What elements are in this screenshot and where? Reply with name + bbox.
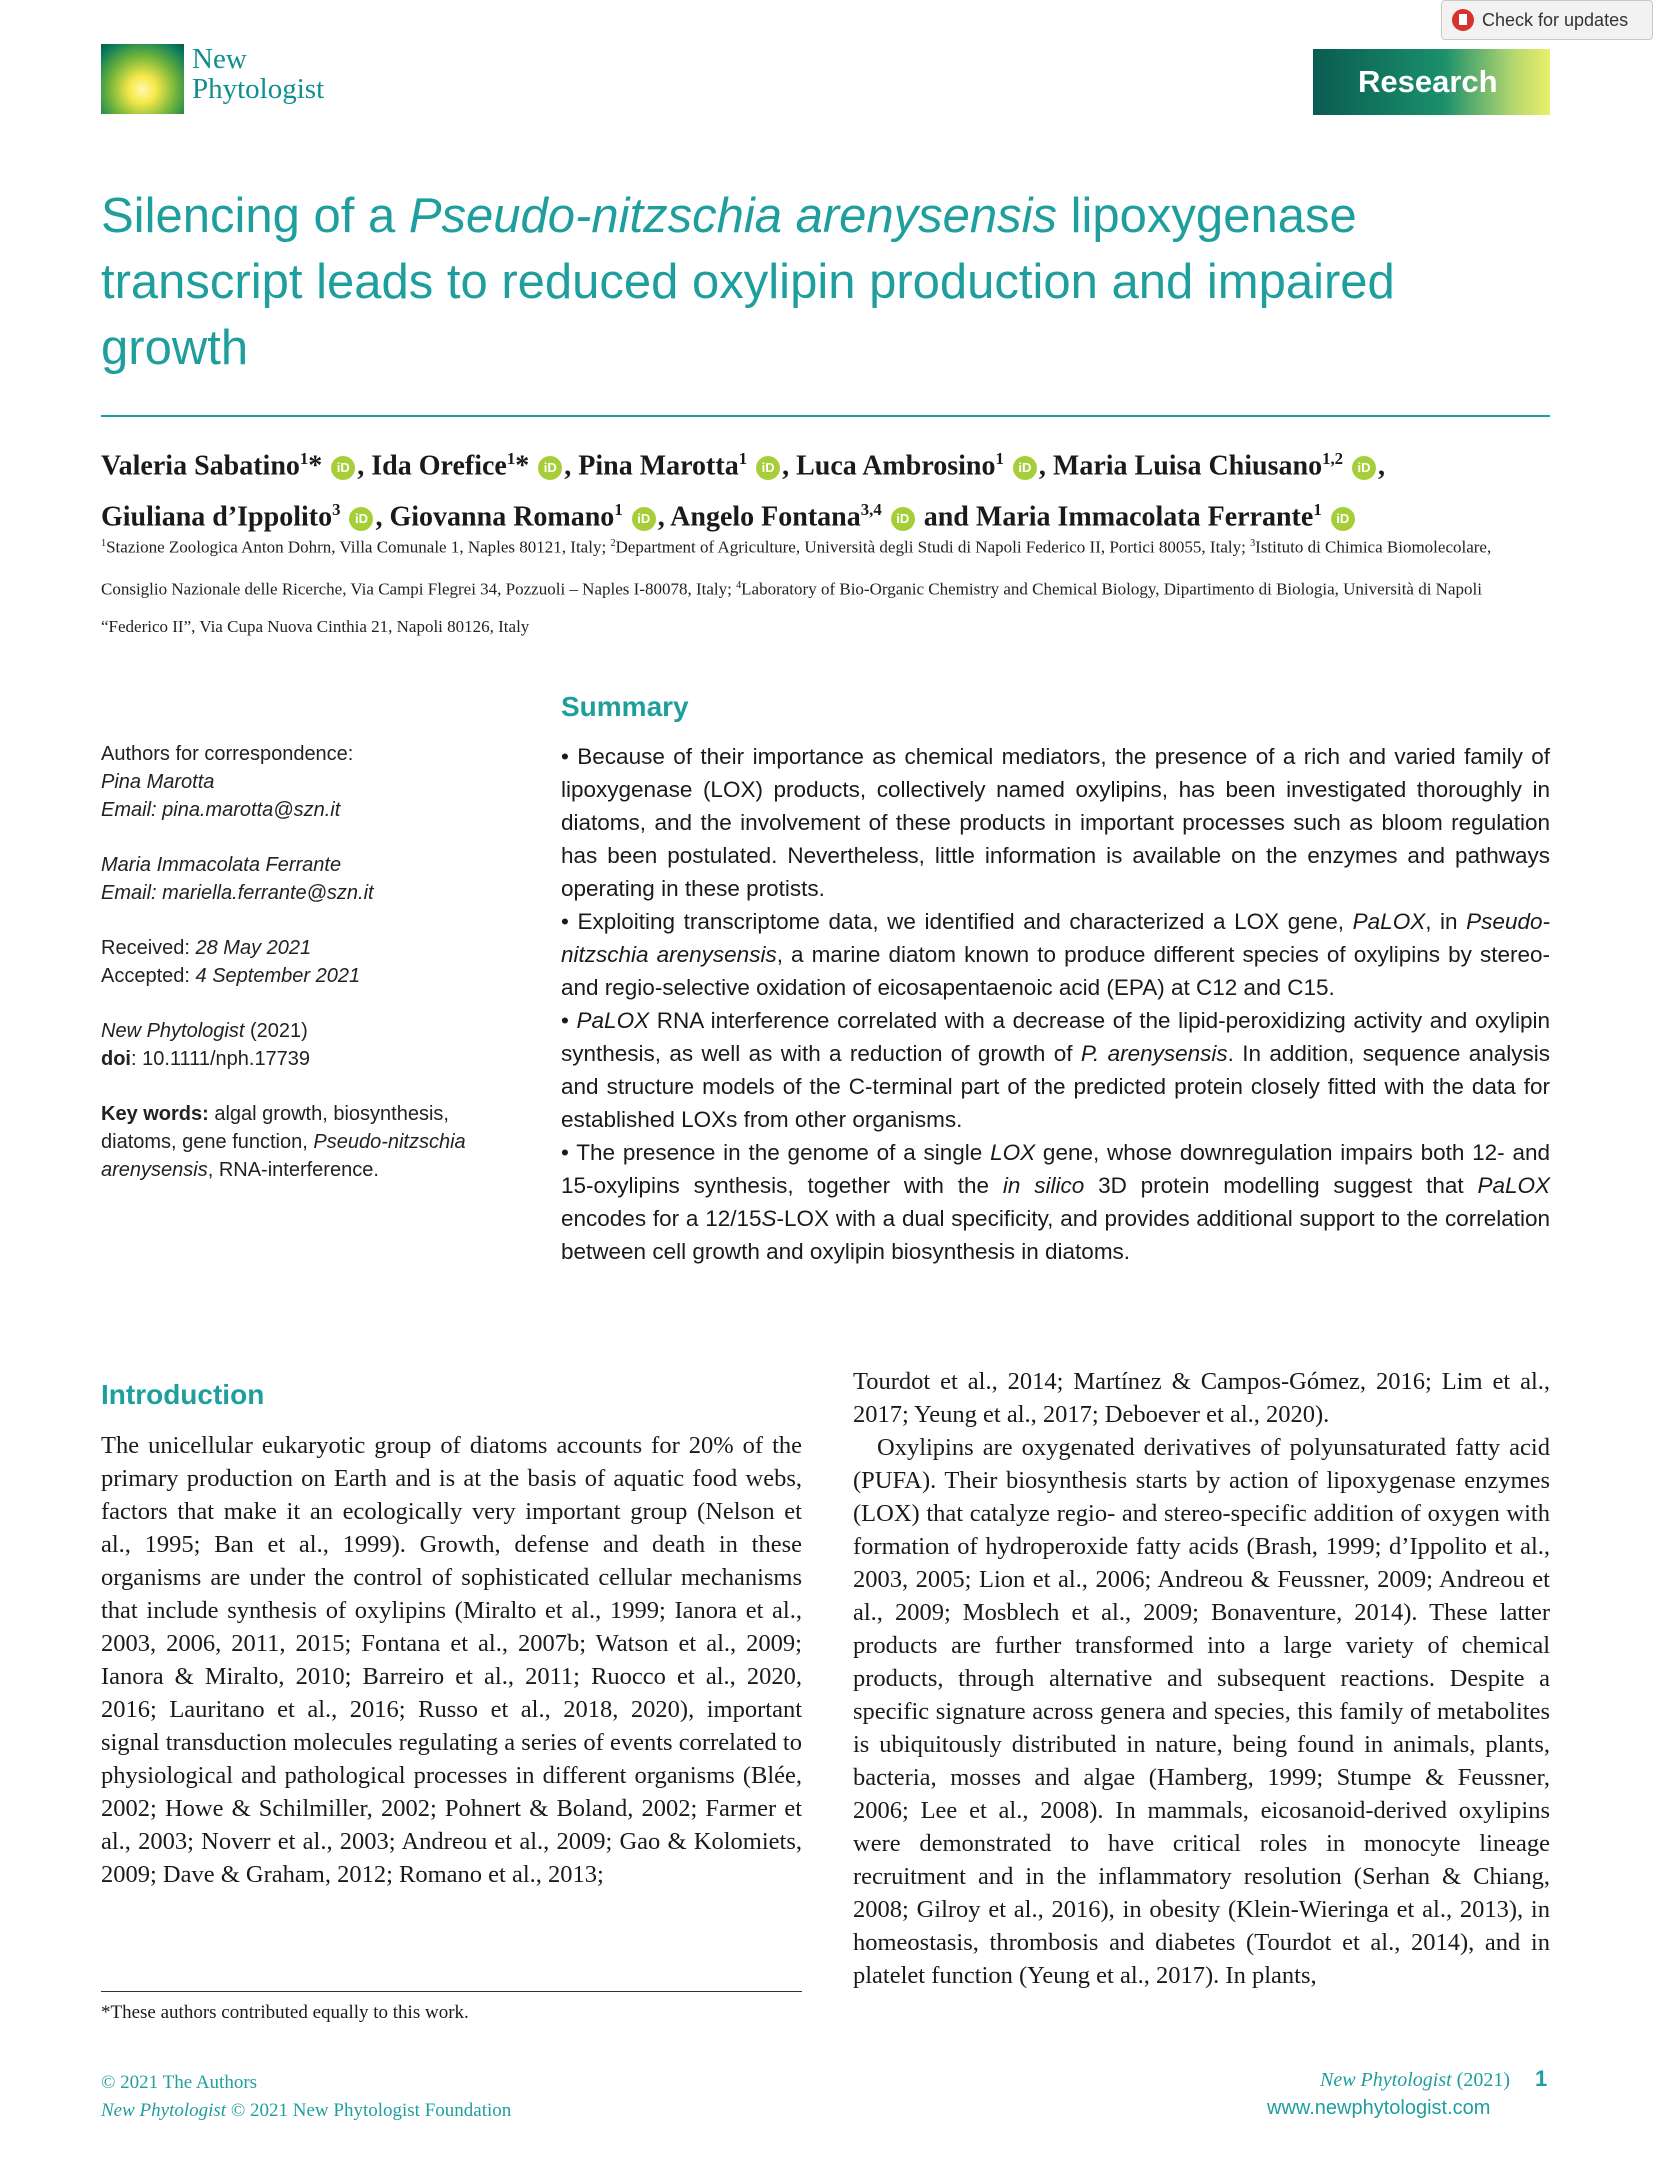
author-affil: 1 — [1313, 500, 1322, 520]
author-affil: 3,4 — [860, 500, 882, 520]
journal-name: New Phytologist — [101, 1020, 245, 1042]
title-text-2: lipoxygenase transcript leads to reduced oxylipin production and impaired growth — [101, 189, 1395, 375]
citation — [101, 1017, 501, 1045]
author-name: Maria Luisa Chiusano — [1052, 450, 1323, 482]
correspondence-email[interactable]: Email: pina.marotta@szn.it — [101, 799, 341, 821]
affil-num: 2 — [610, 538, 616, 549]
author-name: Ida Orefice — [371, 450, 507, 482]
introduction-heading: Introduction — [101, 1379, 265, 1410]
section-label: Research — [1358, 64, 1498, 99]
footnote-divider — [101, 1991, 802, 1992]
article-info — [101, 740, 501, 1184]
orcid-icon[interactable]: iD — [756, 456, 780, 480]
summary-bullet-3: • PaLOX RNA interference correlated with a decrease of the lipid-peroxidizing activity and oxylipin synthesis, as well as with a reduction of growth of P. arenysensis. In addition, sequence analysis and structure models of the C-terminal part of the predicted protein closely fitted with the data for established LOXs from other organisms. — [561, 1008, 1550, 1132]
doi-link[interactable]: : 10.1111/nph.17739 — [131, 1048, 311, 1070]
journal-year: (2021) — [244, 1020, 308, 1042]
check-for-updates-button[interactable] — [1441, 0, 1653, 40]
summary-body — [561, 740, 1550, 1268]
affil-text: Laboratory of Bio-Organic Chemistry and Chemical Biology, Dipartimento di Biologia, Università di Napoli “Federico II”, Via Cupa Nuova Cinthia 21, Napoli 80126, Italy — [101, 579, 1482, 637]
correspondence-author: Maria Immacolata Ferrante — [101, 854, 342, 876]
received-label: Received: — [101, 937, 196, 959]
footer-foundation: © 2021 New Phytologist Foundation — [226, 2100, 512, 2121]
accepted-value: 4 September 2021 — [195, 965, 361, 987]
author-affil: 1 — [299, 449, 309, 468]
introduction-right-column — [853, 1365, 1550, 1992]
keywords-italic: Pseudo-nitzschia arenysensis — [101, 1131, 466, 1181]
affil-num: 3 — [1250, 538, 1256, 549]
author-affil: 3 — [332, 500, 341, 520]
correspondence-heading: Authors for correspondence: — [101, 743, 354, 765]
orcid-icon[interactable]: iD — [891, 507, 915, 531]
orcid-icon[interactable]: iD — [1331, 507, 1355, 531]
orcid-icon[interactable]: iD — [1013, 456, 1037, 480]
summary-heading: Summary — [561, 691, 689, 722]
footer-journal-year — [1320, 2069, 1510, 2092]
accepted-date — [101, 962, 501, 990]
received-value: 28 May 2021 — [195, 937, 312, 959]
author-affil: 1 — [995, 449, 1004, 468]
doi-label: doi — [101, 1048, 131, 1070]
author-name: Giuliana d’Ippolito — [101, 501, 333, 533]
orcid-icon[interactable]: iD — [349, 507, 373, 531]
footer-journal: New Phytologist — [101, 2100, 227, 2121]
author-name: Maria Immacolata Ferrante — [975, 501, 1314, 533]
author-affil: 1,2 — [1322, 449, 1344, 468]
title-italic: Pseudo-nitzschia arenysensis — [408, 189, 1058, 243]
orcid-icon[interactable]: iD — [331, 456, 355, 480]
logo-line1: New — [192, 43, 247, 75]
title-text-1: Silencing of a — [101, 189, 409, 243]
author-name: Giovanna Romano — [389, 501, 615, 533]
received-date — [101, 934, 501, 962]
affiliations — [101, 525, 1551, 646]
keywords-text: algal growth, biosynthesis, diatoms, gene function, — [101, 1103, 449, 1153]
affil-text: Istituto di Chimica Biomolecolare, Consiglio Nazionale delle Ricerche, Via Campi Flegrei 34, Pozzuoli – Naples I-80078, Italy; — [101, 537, 1492, 599]
journal-logo — [101, 44, 184, 114]
article-title — [101, 183, 1521, 381]
introduction-left-column: The unicellular eukaryotic group of diatoms accounts for 20% of the primary production on Earth and is at the basis of aquatic food webs, factors that make it an ecologically very important group (Nelson et al., 1995; Ban et al., 1999). Growth, defense and death in these organisms are under the control of sophisticated cellular mechanisms that include synthesis of oxylipins (Miralto et al., 1999; Ianora et al., 2003, 2006, 2011, 2015; Fontana et al., 2007b; Watson et al., 2009; Ianora & Miralto, 2010; Barreiro et al., 2011; Ruocco et al., 2020, 2016; Lauritano et al., 2016; Russo et al., 2018, 2020), important signal transduction molecules regulating a series of events correlated to physiological and pathological processes in different organisms (Blée, 2002; Howe & Schilmiller, 2002; Pohnert & Boland, 2002; Farmer et al., 2003; Noverr et al., 2003; Andreou et al., 2009; Gao & Kolomiets, 2009; Dave & Graham, 2012; Romano et al., 2013; — [101, 1432, 802, 1888]
affil-text: Department of Agriculture, Università degli Studi di Napoli Federico II, Portici 80055, Italy; — [615, 537, 1251, 557]
author-name: Luca Ambrosino — [796, 450, 996, 482]
footer-copyright — [101, 2069, 511, 2125]
affil-num: 1 — [101, 538, 107, 549]
journal-logo-text — [192, 44, 324, 104]
orcid-icon[interactable]: iD — [632, 507, 656, 531]
affil-num: 4 — [736, 579, 742, 591]
copyright-authors: © 2021 The Authors — [101, 2072, 258, 2093]
author-name: Angelo Fontana — [670, 501, 861, 533]
intro-paragraph-continued: Tourdot et al., 2014; Martínez & Campos-Gómez, 2016; Lim et al., 2017; Yeung et al., 2017; Deboever et al., 2020). — [853, 1368, 1550, 1428]
summary-bullet-1: • Because of their importance as chemical mediators, the presence of a rich and varied family of lipoxygenase (LOX) products, collectively named oxylipins, has been investigated thoroughly in diatoms, and the involvement of these products in important processes such as bloom regulation has been postulated. Nevertheless, little information is available on the enzymes and pathways operating in these protists. — [561, 744, 1550, 901]
orcid-icon[interactable]: iD — [538, 456, 562, 480]
page-number: 1 — [1535, 2066, 1548, 2091]
keywords-text-end: , RNA-interference. — [207, 1159, 379, 1181]
author-affil: 1 — [738, 449, 748, 468]
author-name: Valeria Sabatino — [101, 450, 300, 482]
author-name: Pina Marotta — [578, 450, 739, 482]
author-affil: 1 — [506, 449, 516, 468]
author-and: and — [923, 501, 969, 533]
keywords — [101, 1100, 501, 1184]
correspondence-author: Pina Marotta — [101, 771, 215, 793]
copyright-foundation — [101, 2097, 511, 2125]
intro-paragraph: Oxylipins are oxygenated derivatives of polyunsaturated fatty acid (PUFA). Their biosynthesis starts by action of lipoxygenase enzymes (LOX) that catalyze regio- and stereo-specific addition of oxygen with formation of hydroperoxide fatty acids (Brash, 1999; d’Ippolito et al., 2003, 2005; Lion et al., 2006; Andreou & Feussner, 2009; Andreou et al., 2009; Mosblech et al., 2009; Bonaventure, 2014). These latter products are further transformed into a large variety of chemical products, through alternative and subsequent reactions. Despite a specific signature across genera and species, this family of metabolites is ubiquitously distributed in nature, being found in animals, plants, bacteria, mosses and algae (Hamberg, 1999; Stumpe & Feussner, 2006; Lee et al., 2008). In mammals, eicosanoid-derived oxylipins were demonstrated to have critical roles in monocyte lineage recruitment and in the inflammatory resolution (Serhan & Chiang, 2008; Gilroy et al., 2016), in obesity (Klein-Wieringa et al., 2013), in homeostasis, thrombosis and diabetes (Tourdot et al., 2014), and in platelet function (Yeung et al., 2017). In plants, — [853, 1434, 1550, 1989]
author-mark: * — [308, 450, 323, 482]
keywords-label: Key words: — [101, 1103, 209, 1125]
check-for-updates-label: Check for updates — [1482, 9, 1629, 30]
journal-url[interactable]: www.newphytologist.com — [1267, 2097, 1491, 2119]
accepted-label: Accepted: — [101, 965, 196, 987]
title-divider — [101, 415, 1550, 417]
author-mark: * — [515, 450, 530, 482]
logo-line2: Phytologist — [192, 73, 325, 105]
affil-text: Stazione Zoologica Anton Dohrn, Villa Comunale 1, Naples 80121, Italy; — [106, 537, 611, 557]
summary-bullet-4: • The presence in the genome of a single LOX gene, whose downregulation impairs both 12- and 15-oxylipins synthesis, together with the in silico 3D protein modelling suggest that PaLOX encodes for a 12/15S-LOX with a dual specificity, and provides additional support to the correlation between cell growth and oxylipin biosynthesis in diatoms. — [561, 1140, 1551, 1264]
orcid-icon[interactable]: iD — [1352, 456, 1376, 480]
doi — [101, 1045, 501, 1073]
footer-journal-right: New Phytologist — [1320, 2069, 1452, 2091]
bookmark-icon — [1452, 9, 1474, 31]
footer-year: (2021) — [1451, 2069, 1510, 2091]
summary-bullet-2: • Exploiting transcriptome data, we identified and characterized a LOX gene, PaLOX, in Pseudo-nitzschia arenysensis, a marine diatom known to produce different species of oxylipins by stereo- and regio-selective oxidation of eicosapentaenoic acid (EPA) at C12 and C15. — [561, 909, 1550, 1000]
author-list: Valeria Sabatino$^1$* iD , Ida Orefice$^1$* iD , Pina Marotta$^1$ iD , Luca Ambrosino$^1$ iD , Maria Luisa Chiusano$^{1,2}$ iD , Giuliana d’Ippolito$^3$ iD , Giovanna Romano$^1$ iD , Angelo Fontana$^{3,4}$ iD and Maria Immacolata Ferrante$^1$ iD — [101, 449, 1386, 533]
correspondence-email[interactable]: Email: mariella.ferrante@szn.it — [101, 882, 374, 904]
author-affil: 1 — [614, 500, 623, 520]
footnote: *These authors contributed equally to this work. — [101, 2002, 469, 2023]
